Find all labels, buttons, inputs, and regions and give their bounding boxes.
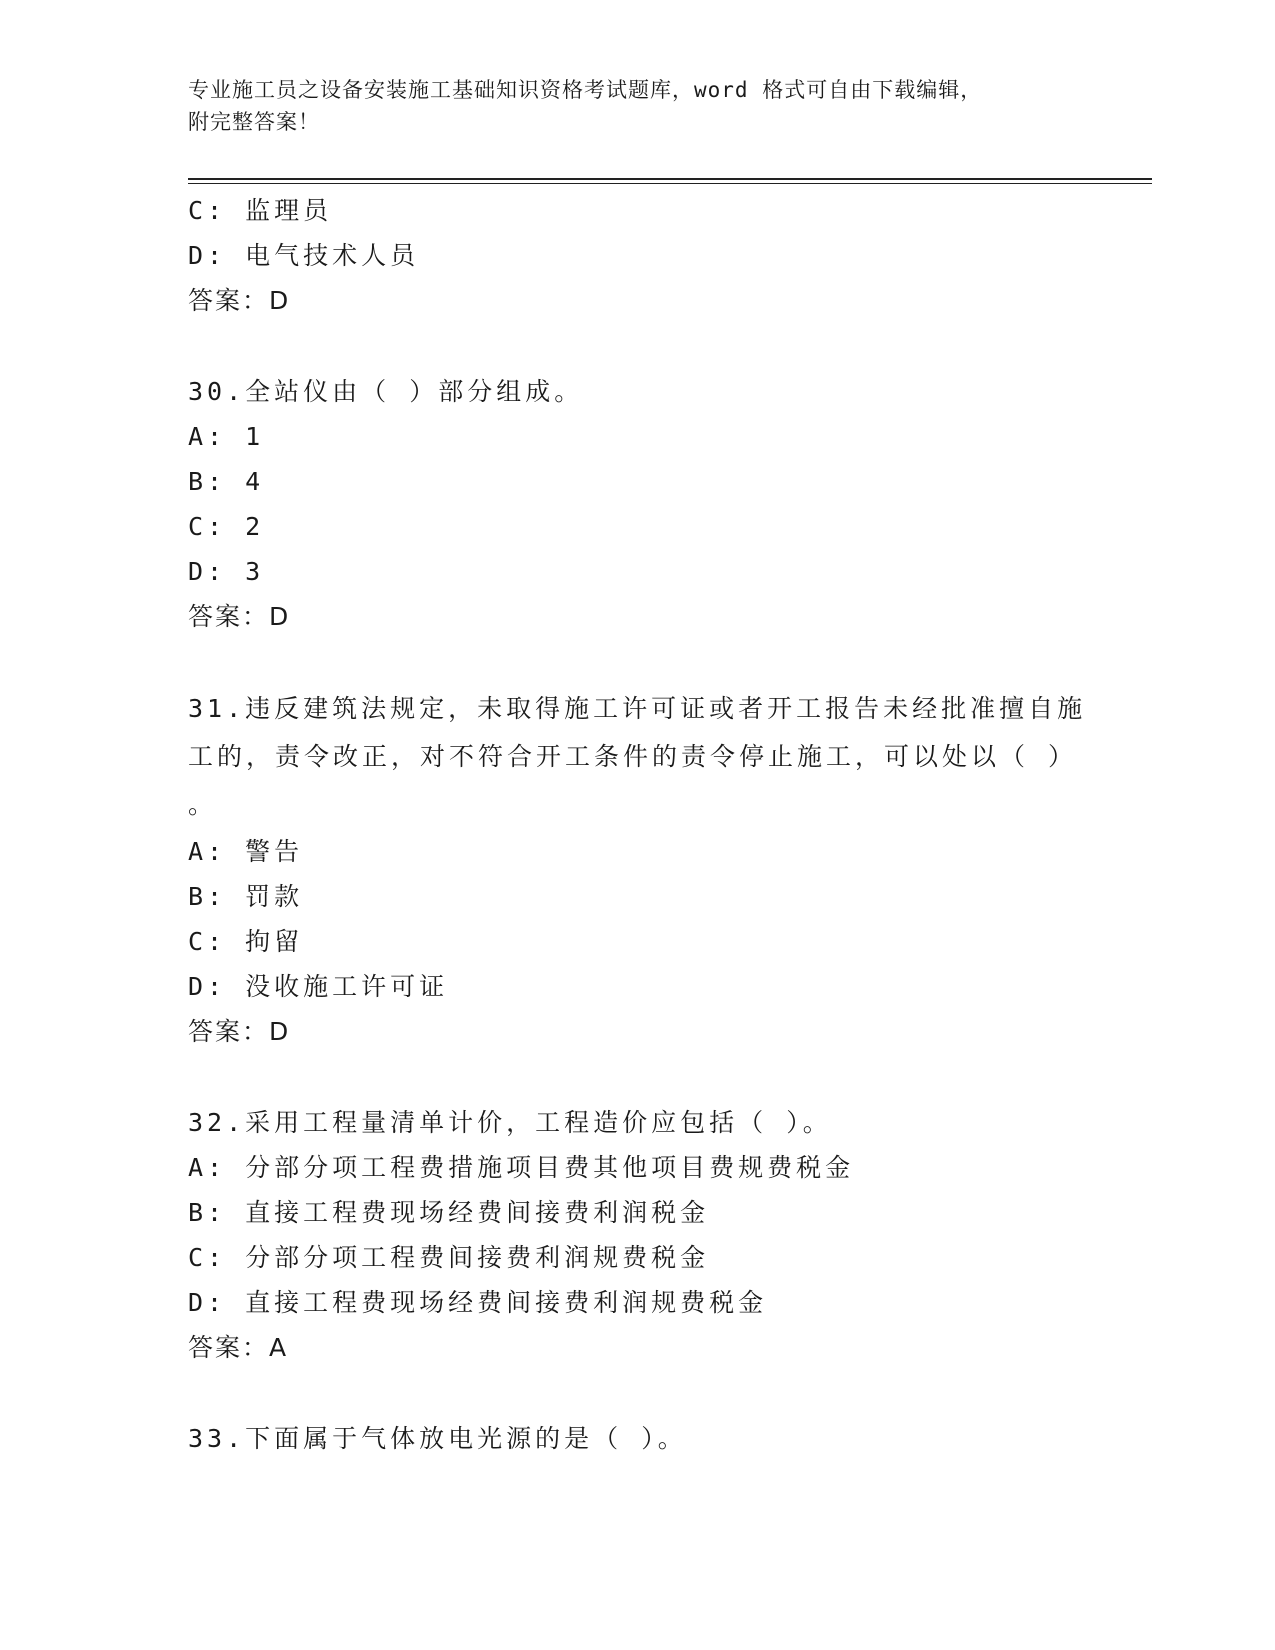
- option-d: D: 电气技术人员: [188, 241, 420, 270]
- header-divider-thin: [188, 183, 1152, 184]
- question-stem: 33.下面属于气体放电光源的是（ ）。: [188, 1424, 687, 1453]
- option-d: D: 直接工程费现场经费间接费利润规费税金: [188, 1288, 768, 1317]
- option-c: C: 监理员: [188, 196, 333, 225]
- answer-line: 答案：D: [188, 602, 291, 631]
- option-b: B: 罚款: [188, 882, 304, 911]
- question-stem: 30.全站仪由（ ）部分组成。: [188, 377, 584, 406]
- option-a: A: 警告: [188, 837, 304, 866]
- document-body: [188, 188, 1088, 1461]
- option-b: B: 4: [188, 467, 265, 496]
- header-line-1: 专业施工员之设备安装施工基础知识资格考试题库，word 格式可自由下载编辑，: [188, 78, 983, 102]
- document-header: [188, 74, 1068, 138]
- option-a: A: 分部分项工程费措施项目费其他项目费规费税金: [188, 1153, 855, 1182]
- option-a: A: 1: [188, 422, 265, 451]
- question-33: [188, 1416, 1088, 1461]
- header-line-2: 附完整答案！: [188, 110, 320, 134]
- question-31: [188, 685, 1088, 1054]
- option-d: D: 没收施工许可证: [188, 972, 449, 1001]
- question-32: [188, 1100, 1088, 1370]
- question-stem-line-3: 。: [188, 790, 218, 819]
- question-stem-line-2: 工的，责令改正，对不符合开工条件的责令停止施工，可以处以（ ）: [188, 742, 1078, 771]
- question-stem: 32.采用工程量清单计价，工程造价应包括（ ）。: [188, 1108, 832, 1137]
- answer-line: 答案：D: [188, 1017, 291, 1046]
- answer-line: 答案：A: [188, 1333, 289, 1362]
- option-d: D: 3: [188, 557, 265, 586]
- answer-line: 答案：D: [188, 286, 291, 315]
- question-30: [188, 369, 1088, 639]
- question-29-tail: [188, 188, 1088, 323]
- option-b: B: 直接工程费现场经费间接费利润税金: [188, 1198, 710, 1227]
- question-stem-line-1: 31.违反建筑法规定，未取得施工许可证或者开工报告未经批准擅自施: [188, 694, 1087, 723]
- header-divider-thick: [188, 178, 1152, 180]
- option-c: C: 分部分项工程费间接费利润规费税金: [188, 1243, 710, 1272]
- option-c: C: 拘留: [188, 927, 304, 956]
- option-c: C: 2: [188, 512, 265, 541]
